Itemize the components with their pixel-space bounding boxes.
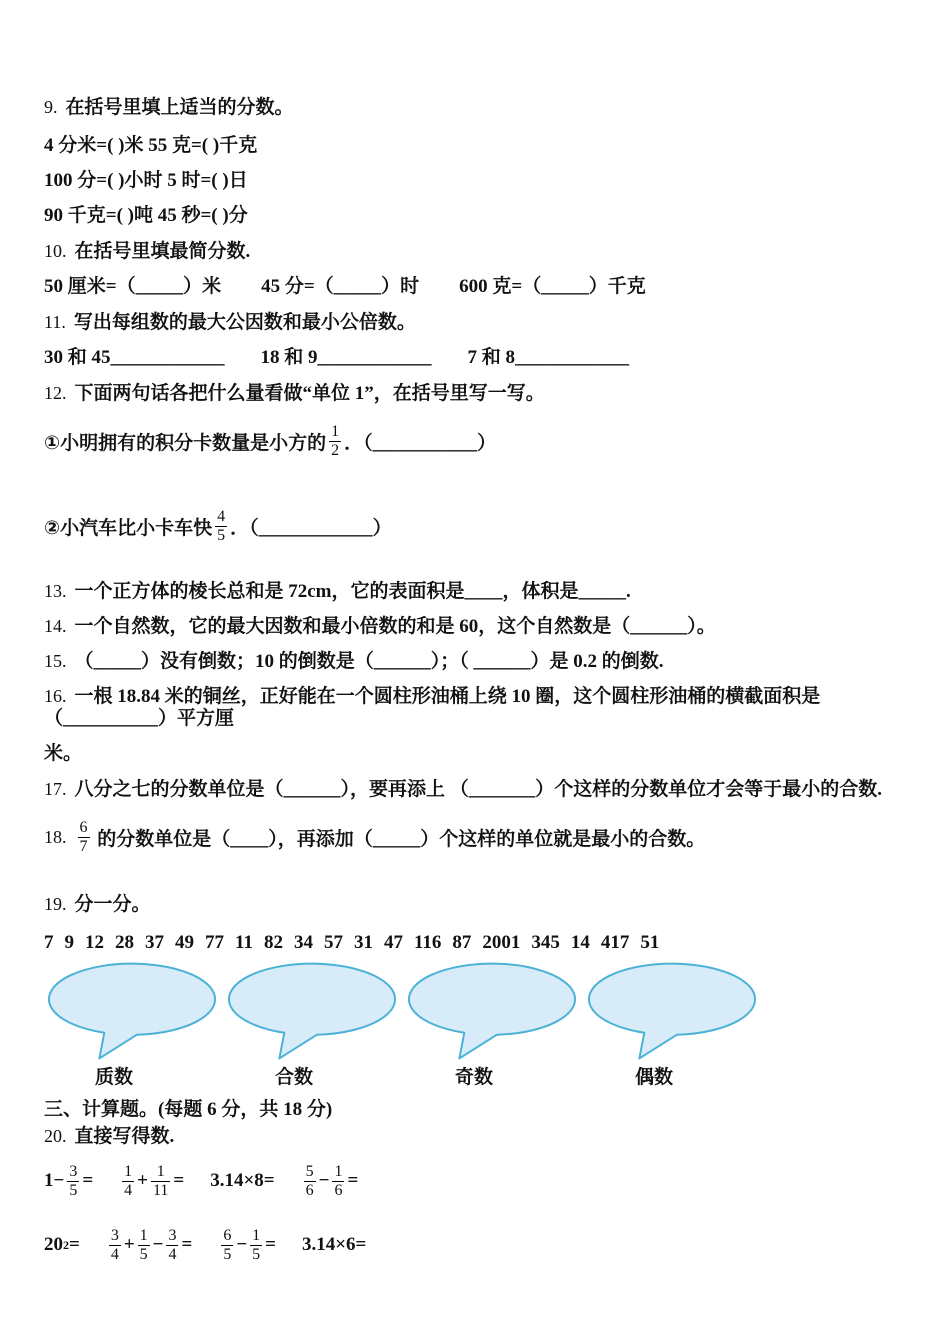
question-15-text: （_____）没有倒数；10 的倒数是（______）；（ ______）是 0.2 的倒数. <box>74 651 664 672</box>
question-16-number: 16. <box>44 686 67 706</box>
fraction-numerator: 1 <box>331 422 340 440</box>
question-9-label <box>44 96 910 119</box>
fraction-1-6 <box>332 1163 344 1200</box>
question-19-label <box>44 893 910 916</box>
sort-number: 116 <box>413 932 442 953</box>
label-composite: 合数 <box>275 1067 314 1088</box>
question-15 <box>44 650 910 673</box>
sort-number: 7 <box>44 932 54 953</box>
fraction-denominator: 11 <box>152 1181 169 1199</box>
q10-part-3: 600 克=（_____）千克 <box>459 276 646 297</box>
equals-sign: = <box>347 1170 359 1191</box>
fraction-numerator: 3 <box>110 1226 119 1244</box>
question-20-text: 直接写得数. <box>74 1126 175 1147</box>
question-18 <box>44 814 910 860</box>
sort-number: 82 <box>263 932 283 953</box>
fraction-denominator: 6 <box>305 1181 314 1199</box>
expression-1-minus-3-5 <box>44 1163 93 1200</box>
question-12-number: 12. <box>44 383 67 403</box>
question-18-number: 18. <box>44 826 67 847</box>
question-10-blank-line <box>44 276 910 298</box>
equals-sign: = <box>265 1234 276 1255</box>
fraction-1-5 <box>138 1227 150 1264</box>
fraction-numerator: 4 <box>217 507 226 525</box>
fraction-numerator: 1 <box>124 1162 133 1180</box>
speech-bubble-prime <box>45 961 217 1061</box>
sort-number: 28 <box>115 932 134 953</box>
fraction-numerator: 1 <box>139 1226 148 1244</box>
plus-sign: + <box>123 1234 135 1255</box>
fraction-6-5 <box>221 1227 233 1264</box>
equals-sign: = <box>173 1170 185 1191</box>
question-9-text: 在括号里填上适当的分数。 <box>65 97 294 118</box>
fraction-denominator: 5 <box>223 1245 232 1263</box>
question-15-number: 15. <box>44 651 67 671</box>
question-17 <box>44 778 910 801</box>
speech-bubble-shape <box>49 964 215 1059</box>
question-12-item-2 <box>44 503 910 549</box>
speech-bubble-shape <box>589 964 755 1059</box>
speech-bubble-odd <box>405 961 577 1061</box>
question-19-numbers <box>44 932 910 954</box>
question-19-number: 19. <box>44 894 67 914</box>
question-16-text: 一根 18.84 米的铜丝，正好能在一个圆柱形油桶上绕 10 圈，这个圆柱形油桶的横截面积是（__________）平方厘 <box>44 686 821 729</box>
fraction-denominator: 5 <box>217 526 226 544</box>
question-9-number: 9. <box>44 97 58 117</box>
minus-sign: − <box>236 1234 248 1255</box>
fraction-denominator: 5 <box>139 1245 148 1263</box>
question-12-label <box>44 382 910 405</box>
sort-number: 34 <box>293 932 313 953</box>
fraction-denominator: 4 <box>168 1245 177 1263</box>
expression-20-squared: 20 2 = <box>44 1234 80 1255</box>
fraction-numerator: 3 <box>168 1226 177 1244</box>
question-20-number: 20. <box>44 1126 67 1146</box>
fraction-numerator: 1 <box>334 1162 343 1180</box>
fraction-1-11 <box>151 1163 170 1200</box>
question-14-number: 14. <box>44 616 67 636</box>
question-10-text: 在括号里填最简分数. <box>74 241 251 262</box>
q12-item2-post: ．（____________） <box>230 517 392 539</box>
q11-part-1: 30 和 45____________ <box>44 347 225 368</box>
speech-bubble-composite <box>225 961 397 1061</box>
fraction-3-5 <box>67 1163 79 1200</box>
question-16-line-2: 米。 <box>44 743 83 764</box>
operand: 1− <box>44 1170 65 1191</box>
question-14 <box>44 615 910 638</box>
speech-bubble-shape <box>229 964 395 1059</box>
expression-6-5-minus-1-5 <box>218 1227 276 1264</box>
question-10-label <box>44 240 910 263</box>
sort-number: 87 <box>452 932 472 953</box>
sort-number: 31 <box>353 932 373 953</box>
question-14-text: 一个自然数，它的最大因数和最小倍数的和是 60，这个自然数是（______）。 <box>74 616 716 637</box>
question-16-line-1 <box>44 685 910 730</box>
question-20-label <box>44 1125 910 1148</box>
fraction-numerator: 6 <box>79 818 88 836</box>
q12-item2-pre: ②小汽车比小卡车快 <box>44 517 213 539</box>
question-12-item-1 <box>44 418 910 464</box>
sort-number: 49 <box>175 932 194 953</box>
label-prime: 质数 <box>95 1067 134 1088</box>
fraction-3-4 <box>166 1227 178 1264</box>
question-9-blank-line-3: 90 千克=( )吨 45 秒=( )分 <box>44 205 248 226</box>
fraction-1-5 <box>250 1227 262 1264</box>
plus-sign: + <box>137 1170 148 1191</box>
q12-item1-post: ．（___________） <box>344 432 497 454</box>
q10-part-1: 50 厘米=（_____）米 <box>44 276 222 297</box>
fraction-numerator: 6 <box>223 1226 232 1244</box>
fraction-denominator: 7 <box>79 837 88 855</box>
equals-sign: = <box>82 1170 94 1191</box>
fraction-numerator: 1 <box>156 1162 165 1180</box>
question-19-text: 分一分。 <box>74 894 151 915</box>
expression-5-6-minus-1-6 <box>301 1163 359 1200</box>
fraction-5-6 <box>304 1163 316 1200</box>
q20-row-2 <box>44 1219 910 1271</box>
q11-part-2: 18 和 9____________ <box>260 347 432 368</box>
sort-number: 57 <box>323 932 343 953</box>
question-11-blank-line <box>44 347 910 369</box>
sort-number: 77 <box>205 932 224 953</box>
sort-number: 11 <box>235 932 253 953</box>
sort-number: 345 <box>531 932 560 953</box>
fraction-1-4 <box>122 1163 134 1200</box>
expression-1-4-plus-1-11 <box>119 1163 184 1200</box>
expression-314-times-8: 3.14×8= <box>210 1170 275 1191</box>
operand: 20 <box>44 1234 63 1255</box>
sort-number: 9 <box>64 932 74 953</box>
sort-number: 12 <box>85 932 104 953</box>
fraction-denominator: 2 <box>331 441 340 459</box>
fraction-6-7 <box>78 819 90 856</box>
question-11-number: 11. <box>44 312 66 332</box>
question-9-blank-line-1: 4 分米=( )米 55 克=( )千克 <box>44 135 258 156</box>
minus-sign: − <box>152 1234 164 1255</box>
sort-number: 417 <box>600 932 630 953</box>
minus-sign: − <box>318 1170 330 1191</box>
question-10-number: 10. <box>44 241 67 261</box>
expression-314-times-6: 3.14×6= <box>301 1234 367 1255</box>
q10-part-2: 45 分=（_____）时 <box>261 276 420 297</box>
question-17-text: 八分之七的分数单位是（______），要再添上 （_______）个这样的分数单位才会等于最小的合数. <box>74 779 883 800</box>
section-3-title: 三、计算题。(每题 6 分，共 18 分) <box>44 1099 333 1120</box>
question-9-blank-line-2: 100 分=( )小时 5 时=( )日 <box>44 170 248 191</box>
equals-sign: = <box>69 1234 80 1255</box>
question-13-text: 一个正方体的棱长总和是 72cm，它的表面积是____，体积是_____. <box>74 581 631 602</box>
label-even: 偶数 <box>635 1067 674 1088</box>
sort-number: 47 <box>383 932 403 953</box>
label-odd: 奇数 <box>455 1067 494 1088</box>
expression-3-4-plus-1-5-minus-3-4 <box>106 1227 192 1264</box>
q20-row-1 <box>44 1155 910 1207</box>
q11-part-3: 7 和 8____________ <box>467 347 630 368</box>
question-12-text: 下面两句话各把什么量看做“单位 1”，在括号里写一写。 <box>74 383 545 404</box>
equals-sign: = <box>181 1234 193 1255</box>
fraction-denominator: 5 <box>69 1181 78 1199</box>
classification-bubbles <box>45 961 910 1061</box>
question-13 <box>44 580 910 603</box>
fraction-denominator: 6 <box>334 1181 343 1199</box>
q12-item1-pre: ①小明拥有的积分卡数量是小方的 <box>44 432 327 454</box>
sort-number: 51 <box>640 932 660 953</box>
question-13-number: 13. <box>44 581 67 601</box>
fraction-denominator: 5 <box>252 1245 261 1263</box>
question-11-text: 写出每组数的最大公因数和最小公倍数。 <box>73 312 416 333</box>
question-17-number: 17. <box>44 779 67 799</box>
fraction-numerator: 5 <box>305 1162 314 1180</box>
sort-number: 14 <box>570 932 590 953</box>
sort-number: 2001 <box>482 932 521 953</box>
bubble-labels <box>45 1067 910 1089</box>
fraction-numerator: 1 <box>252 1226 261 1244</box>
question-18-text: 的分数单位是（____），再添加（_____）个这样的单位就是最小的合数。 <box>92 828 706 850</box>
speech-bubble-shape <box>409 964 575 1059</box>
fraction-numerator: 3 <box>69 1162 78 1180</box>
speech-bubble-even <box>585 961 757 1061</box>
question-11-label <box>44 311 910 334</box>
fraction-1-2 <box>329 423 341 460</box>
fraction-3-4 <box>109 1227 121 1264</box>
sort-number: 37 <box>145 932 164 953</box>
fraction-4-5 <box>215 508 227 545</box>
fraction-denominator: 4 <box>124 1181 133 1199</box>
fraction-denominator: 4 <box>110 1245 119 1263</box>
